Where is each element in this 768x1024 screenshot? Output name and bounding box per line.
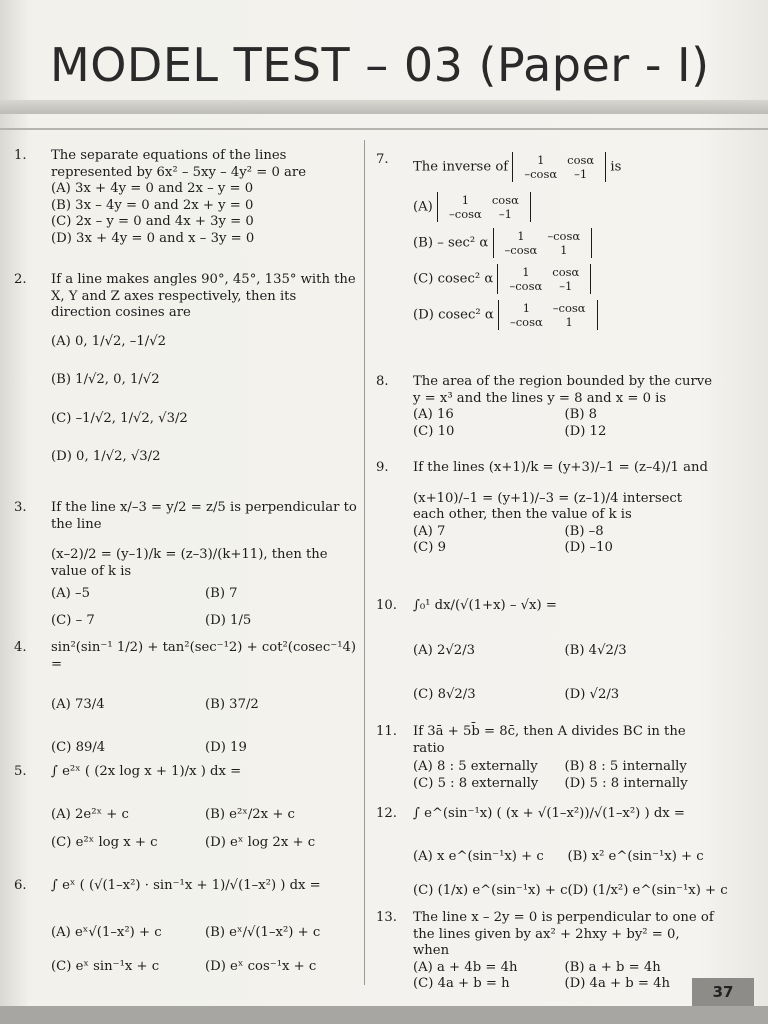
option-d: (D) eˣ log 2x + c — [205, 835, 316, 850]
option-a: (A) eˣ√(1–x²) + c — [51, 924, 162, 940]
page-title: MODEL TEST – 03 (Paper - I) — [50, 38, 710, 92]
option-b: (B) 7 — [205, 586, 238, 601]
option-d: (D) √2/3 — [564, 687, 620, 702]
option-b: (B) 37/2 — [205, 697, 259, 712]
question-text: If 3ā + 5b̄ = 8c̄, then A divides BC in the ratio — [413, 724, 686, 756]
option-d: (D) 5 : 8 internally — [564, 775, 688, 791]
header-rule — [0, 100, 768, 114]
option-b: (B) 8 — [564, 407, 598, 422]
question-number: 1. — [14, 148, 27, 163]
option-d: (D) (1/x²) e^(sin⁻¹x) + c — [567, 883, 728, 898]
option-b: (B) 3x – 4y = 0 and 2x + y = 0 — [51, 197, 254, 213]
question-text: If the line x/–3 = y/2 = z/5 is perpendicular to the line — [51, 500, 357, 532]
question-number: 9. — [376, 460, 389, 475]
option-d: (D) 1/5 — [205, 612, 252, 628]
question-text: If a line makes angles 90°, 45°, 135° with the X, Y and Z axes respectively, then its direction cosines are — [51, 272, 356, 320]
option-d: (D) 19 — [205, 739, 247, 755]
question-text: The inverse of — [413, 159, 509, 175]
question-text: The line x – 2y = 0 is perpendicular to one of the lines given by ax² + 2hxy + by² = 0, when — [413, 910, 714, 958]
question-text: The separate equations of the lines represented by 6x² – 5xy – 4y² = 0 are — [51, 148, 307, 180]
option-c: (C) 2x – y = 0 and 4x + 3y = 0 — [51, 214, 254, 229]
header-rule-thin — [0, 128, 768, 130]
option-b: (B) x² e^(sin⁻¹x) + c — [567, 848, 704, 864]
option-a: (A) 0, 1/√2, –1/√2 — [51, 333, 167, 349]
option-b: (B) e²ˣ/2x + c — [205, 806, 295, 822]
option-a: (A) 1 cosα –cosα –1 — [413, 192, 716, 222]
option-d: (D) 0, 1/√2, √3/2 — [51, 449, 161, 464]
bottom-band — [0, 1006, 768, 1024]
page-number: 37 — [692, 978, 754, 1006]
option-d: (D) –10 — [564, 540, 613, 555]
matrix: 1 cosα –cosα –1 — [512, 152, 606, 182]
option-c: (C) –1/√2, 1/√2, √3/2 — [51, 410, 188, 426]
question-number: 5. — [14, 764, 27, 779]
option-a: (A) 8 : 5 externally — [413, 759, 538, 774]
question-text: ∫ eˣ ( (√(1–x²) · sin⁻¹x + 1)/√(1–x²) ) dx = — [51, 878, 321, 893]
question-number: 11. — [376, 724, 397, 739]
option-c: (C) cosec² α 1 cosα –cosα –1 — [413, 264, 716, 294]
question-number: 12. — [376, 806, 397, 821]
option-b: (B) eˣ/√(1–x²) + c — [205, 924, 321, 940]
question-text-continued: (x–2)/2 = (y–1)/k = (z–3)/(k+11), then the value of k is — [51, 547, 328, 579]
option-c: (C) 89/4 — [51, 739, 106, 755]
question-text: ∫₀¹ dx/(√(1+x) – √x) = — [413, 598, 557, 613]
option-c: (C) 8√2/3 — [413, 687, 476, 702]
option-c: (C) (1/x) e^(sin⁻¹x) + c — [413, 883, 568, 898]
question-text: ∫ e^(sin⁻¹x) ( (x + √(1–x²))/√(1–x²) ) dx = — [413, 806, 685, 821]
option-c: (C) – 7 — [51, 612, 95, 628]
question-number: 4. — [14, 640, 27, 655]
option-b: (B) –8 — [564, 523, 604, 539]
question-number: 6. — [14, 878, 27, 893]
option-c: (C) 10 — [413, 423, 455, 439]
option-c: (C) 9 — [413, 540, 446, 555]
question-number: 13. — [376, 910, 397, 925]
option-d: (D) 4a + b = 4h — [564, 976, 670, 991]
option-d: (D) cosec² α 1 –cosα –cosα 1 — [413, 300, 716, 330]
question-number: 7. — [376, 152, 389, 167]
question-number: 2. — [14, 272, 27, 287]
option-d: (D) eˣ cos⁻¹x + c — [205, 959, 317, 974]
question-number: 3. — [14, 500, 27, 515]
option-a: (A) 2e²ˣ + c — [51, 806, 129, 822]
question-number: 8. — [376, 374, 389, 389]
option-a: (A) 3x + 4y = 0 and 2x – y = 0 — [51, 181, 254, 196]
option-b: (B) a + b = 4h — [564, 959, 661, 975]
option-c: (C) eˣ sin⁻¹x + c — [51, 959, 160, 974]
option-a: (A) 73/4 — [51, 697, 105, 712]
question-number: 10. — [376, 598, 397, 613]
option-c: (C) e²ˣ log x + c — [51, 835, 158, 850]
option-b: (B) – sec² α 1 –cosα –cosα 1 — [413, 228, 716, 258]
option-a: (A) 7 — [413, 523, 446, 539]
option-a: (A) x e^(sin⁻¹x) + c — [413, 848, 544, 864]
option-b: (B) 1/√2, 0, 1/√2 — [51, 372, 160, 387]
option-b: (B) 8 : 5 internally — [564, 759, 687, 774]
option-d: (D) 12 — [564, 423, 607, 439]
question-text: ∫ e²ˣ ( (2x log x + 1)/x ) dx = — [51, 764, 242, 779]
option-a: (A) 2√2/3 — [413, 642, 476, 658]
question-text: sin²(sin⁻¹ 1/2) + tan²(sec⁻¹2) + cot²(cosec⁻¹4) = — [51, 640, 357, 672]
question-text-continued: (x+10)/–1 = (y+1)/–3 = (z–1)/4 intersect each other, then the value of k is — [413, 490, 683, 522]
option-a: (A) –5 — [51, 586, 90, 601]
option-d: (D) 3x + 4y = 0 and x – 3y = 0 — [51, 230, 255, 246]
option-c: (C) 4a + b = h — [413, 976, 510, 991]
option-b: (B) 4√2/3 — [564, 642, 627, 658]
question-text: The area of the region bounded by the curve y = x³ and the lines y = 8 and x = 0 is — [413, 374, 713, 406]
option-a: (A) a + 4b = 4h — [413, 959, 518, 975]
option-a: (A) 16 — [413, 407, 454, 422]
question-text: If the lines (x+1)/k = (y+3)/–1 = (z–4)/1 and — [413, 460, 708, 475]
column-divider — [364, 140, 365, 985]
option-c: (C) 5 : 8 externally — [413, 775, 539, 791]
